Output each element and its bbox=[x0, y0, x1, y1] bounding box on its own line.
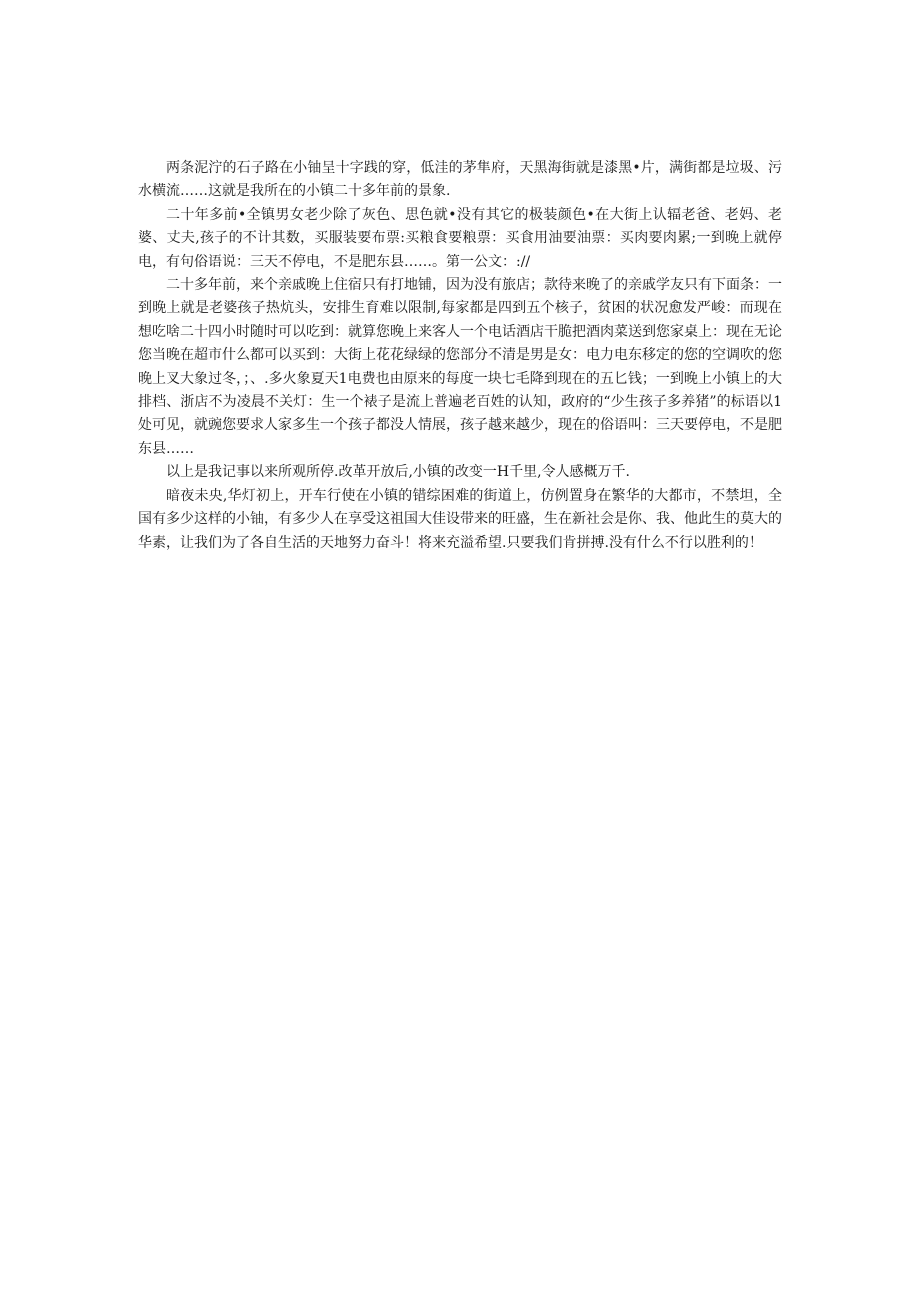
document-body bbox=[138, 157, 782, 555]
paragraph-3: 二十多年前，来个亲戚晚上住宿只有打地铺，因为没有旅店；款待来晚了的亲戚学友只有下面条：一到晚上就是老婆孩子热炕头，安排生育难以限制,每家都是四到五个核子，贫困的状况愈发严峻：而现在想吃啥二十四小时随时可以吃到：就算您晚上来客人一个电话酒店干脆把酒肉菜送到您家桌上：现在无论您当晚在超市什么都可以买到：大街上花花绿绿的您部分不清是男是女：电力电东移定的您的空调吹的您晚上叉大象过冬，；、.多火象夏天1电费也由原来的每度一块七毛降到现在的五匕钱；一到晚上小镇上的大排档、浙店不为凌晨不关灯：生一个裱子是流上普遍老百姓的认知，政府的“少生孩子多养猪”的标语以1处可见，就豌您要求人家多生一个孩子都没人情展，孩子越来越少，现在的俗语叫：三天要停电，不是肥东县…… bbox=[138, 277, 782, 457]
paragraph-1: 两条泥泞的石子路在小铀呈十字践的穿，低洼的茅隼府，天黑海街就是漆黑•片，满街都是垃圾、污水横流……这就是我所在的小镇二十多年前的景象. bbox=[138, 160, 782, 200]
paragraph-5: 暗夜未央,华灯初上，开车行使在小镇的错综困难的街道上，仿例置身在繁华的大都市，不禁坦，全国有多少这样的小铀，有多少人在享受这祖国大佳设带来的旺盛，生在新社会是你、我、他此生的莫大的华素，让我们为了各自生活的天地努力奋斗！将来充溢希望.只要我们肯拼搏.没有什么不行以胜利的！ bbox=[138, 487, 782, 551]
paragraph-4: 以上是我记事以来所观所停.改革开放后,小镇的改变一H千里,令人感概万千. bbox=[166, 464, 631, 481]
paragraph-2: 二十年多前•全镇男女老少除了灰色、思色就•没有其它的极装颜色•在大街上认辐老爸、老妈、老婆、丈夫,孩子的不计其数，买服装要布票:买粮食要粮票：买食用油要油票：买肉要肉累;一到晚上就停电，有句俗语说：三天不停电，不是肥东县……。第一公文：:// bbox=[138, 206, 782, 270]
